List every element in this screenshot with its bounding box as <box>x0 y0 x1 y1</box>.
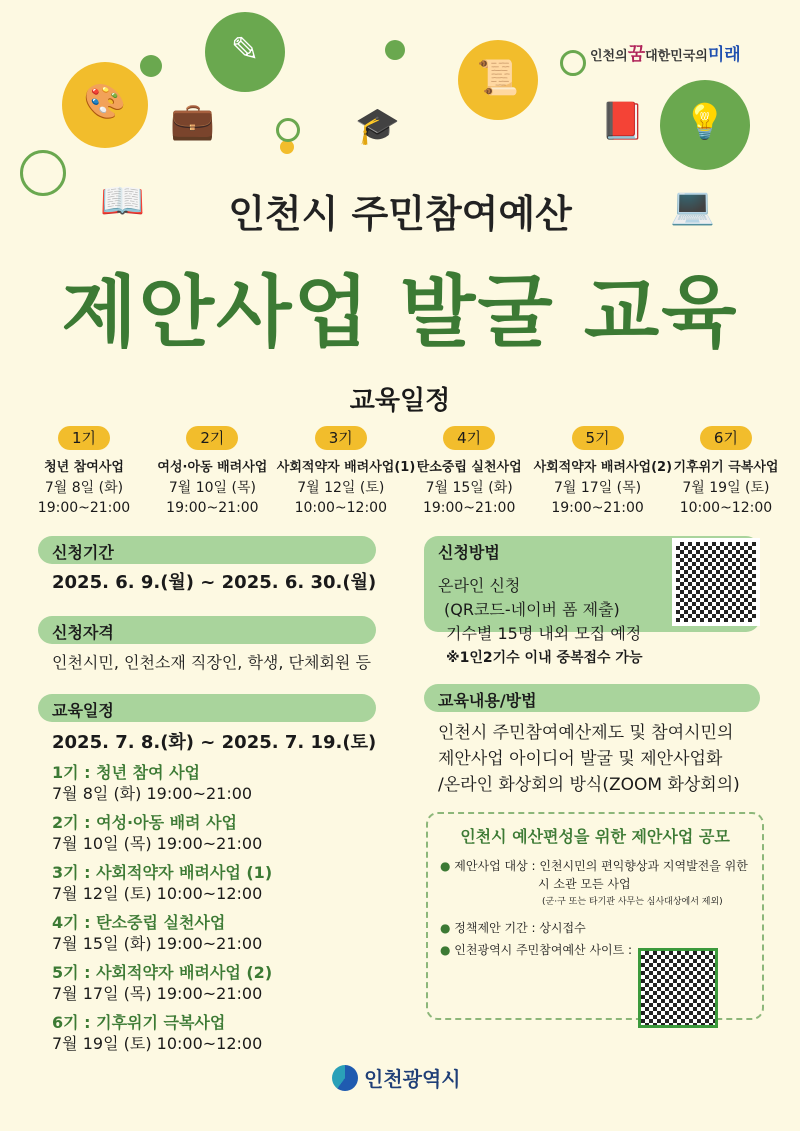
session-time: 19:00~21:00 <box>551 500 644 516</box>
ruler-pencil-icon: ✎ <box>205 12 285 92</box>
content-header: 교육내용/방법 <box>424 684 760 712</box>
contest-title: 인천시 예산편성을 위한 제안사업 공모 <box>460 827 730 846</box>
edu-range: 2025. 7. 8.(화) ~ 2025. 7. 19.(토) <box>52 732 377 753</box>
session-time: 19:00~21:00 <box>37 500 131 516</box>
slogan-text: 꿈 <box>627 44 646 65</box>
content-text <box>438 720 740 798</box>
session-date: 7월 15일 (화) <box>425 480 513 496</box>
edu-item-name: 5기 : 사회적약자 배려사업 (2) <box>52 963 273 982</box>
graduation-cap-icon: 🎓 <box>355 106 400 147</box>
site-qr-code[interactable] <box>638 948 718 1028</box>
eligibility-value: 인천시민, 인천소재 직장인, 학생, 단체회원 등 <box>52 653 371 672</box>
session-time: 19:00~21:00 <box>422 500 516 516</box>
session-badge: 6기 <box>700 426 752 450</box>
book-icon: 📕 <box>600 101 645 142</box>
decor-ring <box>276 118 300 142</box>
period-header: 신청기간 <box>38 536 376 564</box>
edu-item-when: 7월 17일 (목) 19:00~21:00 <box>52 984 263 1003</box>
logo-text: 인천광역시 <box>364 1067 461 1091</box>
slogan-text: 인천의 <box>590 49 628 64</box>
method-line: 온라인 신청 <box>438 576 521 595</box>
slogan-logo <box>590 40 741 66</box>
edu-item-when: 7월 8일 (화) 19:00~21:00 <box>52 784 253 803</box>
session-card <box>533 426 673 518</box>
edu-item-name: 1기 : 청년 참여 사업 <box>52 763 201 782</box>
session-badge: 3기 <box>315 426 367 450</box>
content-line: 인천시 주민참여예산제도 및 참여시민의 <box>438 723 734 743</box>
session-badge: 5기 <box>572 426 624 450</box>
session-name: 여성·아동 배려사업 <box>157 460 268 475</box>
incheon-emblem-icon <box>332 1065 358 1091</box>
session-badge: 4기 <box>443 426 495 450</box>
contest-box: 인천시 예산편성을 위한 제안사업 공모 ● 제안사업 대상 : 인천시민의 편익향상과 지역발전을 위한 시 소관 모든 사업 (군·구 또는 타기관 사무는 심사대상에서 제외) ● 정책제안 기간 : 상시접수 ● 인천광역시 주민참여예산 사이트 : <box>426 812 764 1020</box>
eligibility-header: 신청자격 <box>38 616 376 644</box>
lightbulb-icon: 💡 <box>660 80 750 170</box>
decor-ring <box>560 50 586 76</box>
contest-item: 정책제안 기간 : 상시접수 <box>454 921 586 935</box>
edu-header: 교육일정 <box>38 694 376 722</box>
session-date: 7월 8일 (화) <box>44 480 124 496</box>
qr-code[interactable] <box>672 538 760 626</box>
contest-item: 인천광역시 주민참여예산 사이트 : <box>454 943 633 957</box>
edu-item-name: 4기 : 탄소중립 실천사업 <box>52 913 226 932</box>
briefcase-icon: 💼 <box>170 101 215 142</box>
session-time: 19:00~21:00 <box>166 500 259 516</box>
content-line: 제안사업 아이디어 발굴 및 제안사업화 <box>438 749 723 769</box>
session-name: 사회적약자 배려사업(2) <box>533 460 673 475</box>
edu-item-name: 6기 : 기후위기 극복사업 <box>52 1013 226 1032</box>
method-line: 기수별 15명 내외 모집 예정 <box>446 624 642 643</box>
session-name: 탄소중립 실천사업 <box>416 460 522 475</box>
book-idea-icon: 📖 <box>100 181 145 222</box>
content-line: /온라인 화상회의 방식(ZOOM 화상회의) <box>438 775 740 795</box>
schedule-grid <box>20 426 790 518</box>
scroll-icon: 📜 <box>458 40 538 120</box>
session-name: 기후위기 극복사업 <box>673 460 779 475</box>
decor-dot <box>385 40 405 60</box>
edu-item-when: 7월 15일 (화) 19:00~21:00 <box>52 934 263 953</box>
contest-note: (군·구 또는 타기관 사무는 심사대상에서 제외) <box>542 897 723 907</box>
session-name: 청년 참여사업 <box>44 460 124 475</box>
session-date: 7월 19일 (토) <box>682 480 770 496</box>
session-time: 10:00~12:00 <box>679 500 773 516</box>
incheon-logo <box>332 1063 461 1092</box>
schedule-title: 교육일정 <box>349 386 451 416</box>
method-note: ※1인2기수 이내 중복접수 가능 <box>446 650 643 666</box>
method-line: (QR코드-네이버 폼 제출) <box>444 600 620 619</box>
session-date: 7월 17일 (목) <box>554 480 642 496</box>
slogan-text: 대한민국의 <box>645 49 708 64</box>
method-title: 신청방법 <box>438 543 500 562</box>
edu-item-when: 7월 12일 (토) 10:00~12:00 <box>52 884 263 903</box>
session-card <box>148 426 276 518</box>
period-value: 2025. 6. 9.(월) ~ 2025. 6. 30.(월) <box>52 572 377 593</box>
method-text <box>438 574 642 670</box>
session-card <box>20 426 148 518</box>
decor-dot <box>280 140 294 154</box>
contest-item: 시 소관 모든 사업 <box>538 877 631 891</box>
decor-dot <box>140 55 162 77</box>
edu-list <box>52 762 272 1062</box>
edu-item-when: 7월 10일 (목) 19:00~21:00 <box>52 834 263 853</box>
computer-icon: 💻 <box>670 186 715 227</box>
session-badge: 1기 <box>58 426 110 450</box>
session-card <box>276 426 416 518</box>
session-name: 사회적약자 배려사업(1) <box>276 460 416 475</box>
contest-item: 제안사업 대상 : 인천시민의 편익향상과 지역발전을 위한 <box>454 859 748 873</box>
session-card <box>405 426 533 518</box>
session-badge: 2기 <box>186 426 238 450</box>
subtitle: 인천시 주민참여예산 <box>228 192 572 236</box>
session-time: 10:00~12:00 <box>294 500 387 516</box>
session-card <box>662 426 790 518</box>
session-date: 7월 12일 (토) <box>297 480 385 496</box>
palette-icon: 🎨 <box>62 62 148 148</box>
edu-item-name: 3기 : 사회적약자 배려사업 (1) <box>52 863 273 882</box>
session-date: 7월 10일 (목) <box>168 480 256 496</box>
page-title: 제안사업 발굴 교육 <box>61 268 739 358</box>
slogan-text: 미래 <box>707 45 741 65</box>
edu-item-name: 2기 : 여성·아동 배려 사업 <box>52 813 237 832</box>
edu-item-when: 7월 19일 (토) 10:00~12:00 <box>52 1034 263 1053</box>
